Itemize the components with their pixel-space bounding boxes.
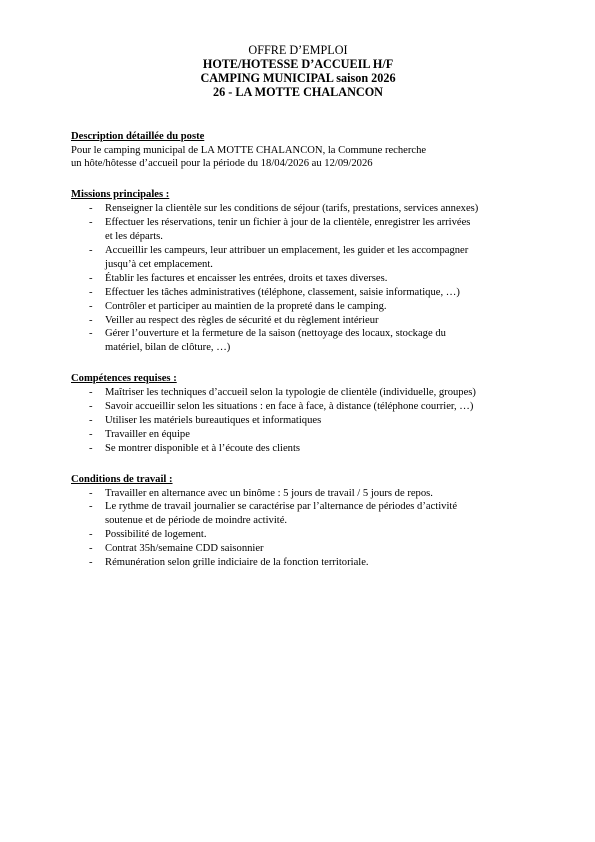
list-item bbox=[71, 400, 531, 414]
missions-list bbox=[71, 202, 531, 355]
list-item-line: - Possibilité de logement. bbox=[105, 529, 207, 541]
description-paragraph bbox=[71, 144, 531, 172]
description-title: Description détaillée du poste bbox=[71, 130, 205, 142]
description-line: un hôte/hôtesse d’accueil pour la période du 18/04/2026 au 12/09/2026 bbox=[71, 158, 373, 170]
list-item-line: jusqu’à cet emplacement. bbox=[105, 258, 213, 270]
list-item-line: - Contrôler et participer au maintien de la propreté dans le camping. bbox=[105, 300, 387, 312]
competences-title: Compétences requises : bbox=[71, 373, 177, 385]
description-section bbox=[71, 130, 531, 172]
description-line: Pour le camping municipal de LA MOTTE CHALANCON, la Commune recherche bbox=[71, 144, 427, 156]
header-line-poste: HOTE/HOTESSE D’ACCUEIL H/F bbox=[202, 56, 394, 71]
list-item bbox=[71, 487, 531, 501]
list-item-line: - Établir les factures et encaisser les entrées, droits et taxes diverses. bbox=[105, 272, 388, 284]
list-item bbox=[71, 244, 531, 272]
conditions-section bbox=[71, 473, 531, 570]
job-offer-page bbox=[71, 44, 531, 570]
list-item-line: - Travailler en équipe bbox=[105, 428, 190, 440]
list-item-line: - Effectuer les réservations, tenir un fichier à jour de la clientèle, enregistrer les arrivées bbox=[105, 217, 471, 229]
list-item bbox=[71, 327, 531, 355]
competences-section bbox=[71, 372, 531, 455]
missions-title: Missions principales : bbox=[71, 189, 170, 201]
list-item-line: - Renseigner la clientèle sur les conditions de séjour (tarifs, prestations, services annexes) bbox=[105, 203, 479, 215]
list-item-line: soutenue et de période de moindre activité. bbox=[105, 515, 288, 527]
list-item bbox=[71, 202, 531, 216]
list-item bbox=[71, 286, 531, 300]
list-item bbox=[71, 428, 531, 442]
list-item bbox=[71, 314, 531, 328]
competences-list bbox=[71, 386, 531, 456]
list-item bbox=[71, 414, 531, 428]
list-item-line: matériel, bilan de clôture, …) bbox=[105, 342, 231, 354]
list-item-line: - Contrat 35h/semaine CDD saisonnier bbox=[105, 543, 264, 555]
list-item bbox=[71, 442, 531, 456]
list-item-line: - Effectuer les tâches administratives (téléphone, classement, saisie informatique, …) bbox=[105, 286, 460, 298]
list-item-line: et les départs. bbox=[105, 231, 163, 243]
conditions-list bbox=[71, 487, 531, 570]
list-item-line: - Le rythme de travail journalier se caractérise par l’alternance de périodes d’activité bbox=[105, 501, 458, 513]
list-item-line: - Accueillir les campeurs, leur attribuer un emplacement, les guider et les accompagner bbox=[105, 244, 469, 256]
list-item bbox=[71, 500, 531, 528]
list-item bbox=[71, 272, 531, 286]
list-item-line: - Se montrer disponible et à l’écoute des clients bbox=[105, 442, 301, 454]
list-item bbox=[71, 300, 531, 314]
list-item bbox=[71, 386, 531, 400]
missions-section bbox=[71, 188, 531, 355]
list-item bbox=[71, 216, 531, 244]
conditions-title: Conditions de travail : bbox=[71, 473, 173, 485]
list-item bbox=[71, 556, 531, 570]
header-line-offre: OFFRE D’EMPLOI bbox=[248, 43, 348, 57]
header-line-lieu: 26 - LA MOTTE CHALANCON bbox=[213, 84, 383, 99]
list-item bbox=[71, 542, 531, 556]
list-item-line: - Savoir accueillir selon les situations : en face à face, à distance (téléphone courrier, …) bbox=[105, 401, 474, 413]
list-item bbox=[71, 528, 531, 542]
list-item-line: - Utiliser les matériels bureautiques et informatiques bbox=[105, 414, 322, 426]
list-item-line: - Travailler en alternance avec un binôme : 5 jours de travail / 5 jours de repos. bbox=[105, 487, 433, 499]
header-line-camping: CAMPING MUNICIPAL saison 2026 bbox=[200, 70, 396, 85]
list-item-line: - Rémunération selon grille indiciaire de la fonction territoriale. bbox=[105, 557, 369, 569]
list-item-line: - Veiller au respect des règles de sécurité et du règlement intérieur bbox=[105, 314, 379, 326]
list-item-line: - Maîtriser les techniques d’accueil selon la typologie de clientèle (individuelle, groupes) bbox=[105, 387, 476, 399]
document-header bbox=[71, 44, 525, 100]
list-item-line: - Gérer l’ouverture et la fermeture de la saison (nettoyage des locaux, stockage du bbox=[105, 328, 446, 340]
